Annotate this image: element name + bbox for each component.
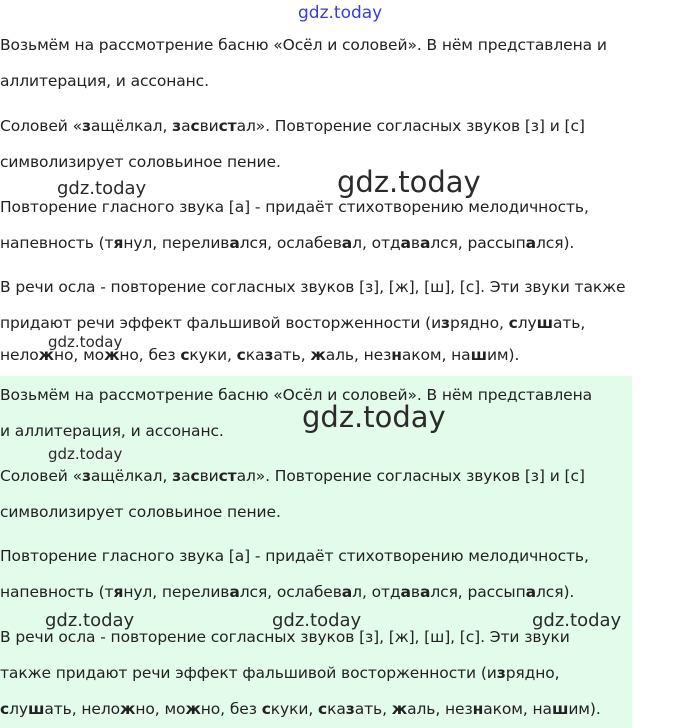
s2-p2-line1: Соловей «защёлкал, засвистал». Повторение согласных звуков [з] и [с] (0, 467, 585, 485)
watermark: gdz.today (45, 610, 135, 631)
s2-p4-line2: также придают речи эффект фальшивой восторженности (изрядно, (0, 664, 560, 682)
watermark: gdz.today (532, 610, 622, 631)
s1-p1 (0, 27, 607, 99)
s1-p3 (0, 189, 589, 261)
s1-p1-line1: Возьмём на рассмотрение басню «Осёл и соловей». В нём представлена и (0, 36, 607, 54)
watermark: gdz.today (48, 333, 123, 351)
watermark: gdz.today (57, 178, 147, 199)
s2-p1-line2: и аллитерация, и ассонанс. (0, 422, 224, 440)
s1-p4-line2: придают речи эффект фальшивой восторженности (изрядно, слушать, (0, 314, 586, 332)
s1-p2-line2: символизирует соловьиное пение. (0, 153, 281, 171)
watermark: gdz.today (272, 610, 362, 631)
s1-p2 (0, 108, 585, 180)
s2-p3 (0, 538, 589, 610)
s1-p4-line3: неложно, можно, без скуки, сказать, жаль, незнаком, нашим). (0, 346, 520, 364)
s2-p1-line1: Возьмём на рассмотрение басню «Осёл и соловей». В нём представлена (0, 386, 593, 404)
watermark: gdz.today (48, 445, 123, 463)
s1-p1-line2: аллитерация, и ассонанс. (0, 72, 209, 90)
s1-p4 (0, 269, 625, 373)
watermark: gdz.today (337, 165, 481, 199)
s2-p4-line1: В речи осла - повторение согласных звуков [з], [ж], [ш], [с]. Эти звуки (0, 628, 570, 646)
s2-p4 (0, 619, 601, 727)
s1-p3-line1: Повторение гласного звука [а] - придаёт стихотворению мелодичность, (0, 198, 589, 216)
s2-p4-line3: слушать, неложно, можно, без скуки, сказать, жаль, незнаком, нашим). (0, 700, 601, 718)
s1-p3-line2: напевность (тянул, переливался, ослабевал, отдавался, рассыпался). (0, 234, 575, 252)
watermark: gdz.today (302, 400, 446, 434)
s2-p1 (0, 377, 592, 449)
s2-p3-line1: Повторение гласного звука [а] - придаёт стихотворению мелодичность, (0, 547, 589, 565)
s2-p2 (0, 458, 585, 530)
s1-p2-line1: Соловей «защёлкал, засвистал». Повторение согласных звуков [з] и [с] (0, 117, 585, 135)
header-watermark: gdz.today (298, 3, 383, 23)
s2-p2-line2: символизирует соловьиное пение. (0, 503, 281, 521)
s1-p4-line1: В речи осла - повторение согласных звуков [з], [ж], [ш], [с]. Эти звуки также (0, 278, 626, 296)
s2-p3-line2: напевность (тянул, переливался, ослабевал, отдавался, рассыпался). (0, 583, 575, 601)
